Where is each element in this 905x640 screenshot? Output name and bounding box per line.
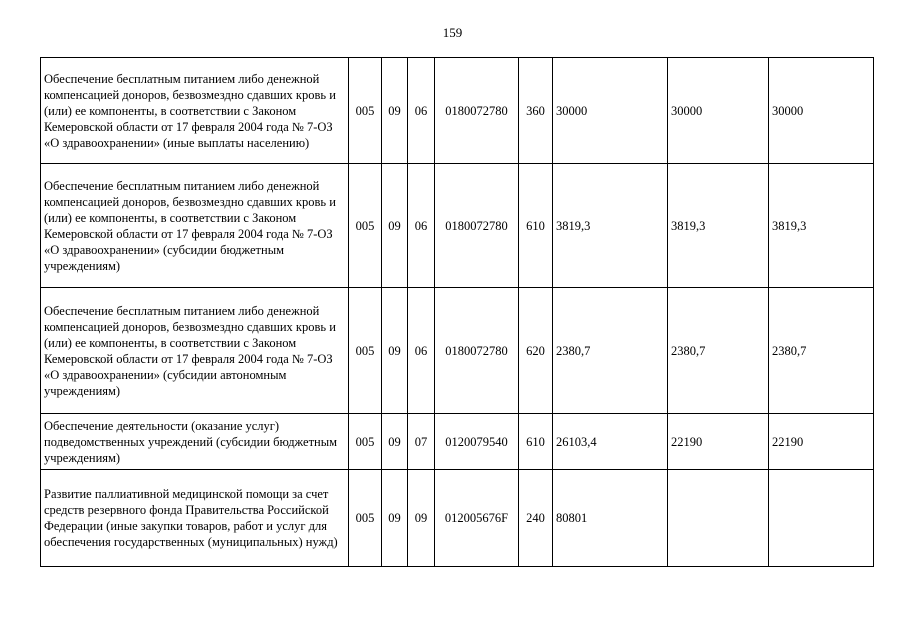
expense-type-code: 620 (519, 288, 553, 414)
row-description: Развитие паллиативной медицинской помощи за счет средств резервного фонда Правительства Российской Федерации (иные закупки товаров, работ и услуг для обеспечения государственных (муниципальных) нужд) (41, 470, 349, 567)
amount-year-2: 3819,3 (668, 164, 769, 288)
expense-type-code: 610 (519, 164, 553, 288)
section-code: 09 (382, 164, 408, 288)
amount-year-1: 80801 (553, 470, 668, 567)
section-code: 09 (382, 58, 408, 164)
amount-year-2: 22190 (668, 414, 769, 470)
subsection-code: 07 (408, 414, 435, 470)
row-description: Обеспечение бесплатным питанием либо денежной компенсацией доноров, безвозмездно сдавших кровь и (или) ее компоненты, в соответствии с Законом Кемеровской области от 17 февраля 2004 года № 7-ОЗ «О здравоохранении» (субсидии автономным учреждениям) (41, 288, 349, 414)
budget-table (40, 57, 874, 567)
amount-year-1: 2380,7 (553, 288, 668, 414)
table-row (41, 470, 874, 567)
table-row (41, 58, 874, 164)
expense-type-code: 360 (519, 58, 553, 164)
page-number: 159 (442, 25, 463, 40)
section-code: 09 (382, 414, 408, 470)
amount-year-3 (769, 470, 874, 567)
amount-year-1: 3819,3 (553, 164, 668, 288)
table-row (41, 164, 874, 288)
ministry-code: 005 (349, 414, 382, 470)
section-code: 09 (382, 288, 408, 414)
amount-year-3: 2380,7 (769, 288, 874, 414)
row-description: Обеспечение деятельности (оказание услуг) подведомственных учреждений (субсидии бюджетным учреждениям) (41, 414, 349, 470)
section-code: 09 (382, 470, 408, 567)
expense-type-code: 610 (519, 414, 553, 470)
subsection-code: 09 (408, 470, 435, 567)
subsection-code: 06 (408, 288, 435, 414)
amount-year-1: 26103,4 (553, 414, 668, 470)
target-article-code: 0180072780 (435, 164, 519, 288)
target-article-code: 012005676F (435, 470, 519, 567)
amount-year-3: 22190 (769, 414, 874, 470)
amount-year-3: 3819,3 (769, 164, 874, 288)
ministry-code: 005 (349, 470, 382, 567)
amount-year-2: 2380,7 (668, 288, 769, 414)
table-row (41, 288, 874, 414)
subsection-code: 06 (408, 58, 435, 164)
amount-year-2: 30000 (668, 58, 769, 164)
subsection-code: 06 (408, 164, 435, 288)
target-article-code: 0120079540 (435, 414, 519, 470)
row-description: Обеспечение бесплатным питанием либо денежной компенсацией доноров, безвозмездно сдавших кровь и (или) ее компоненты, в соответствии с Законом Кемеровской области от 17 февраля 2004 года № 7-ОЗ «О здравоохранении» (субсидии бюджетным учреждениям) (41, 164, 349, 288)
ministry-code: 005 (349, 164, 382, 288)
ministry-code: 005 (349, 288, 382, 414)
target-article-code: 0180072780 (435, 58, 519, 164)
row-description: Обеспечение бесплатным питанием либо денежной компенсацией доноров, безвозмездно сдавших кровь и (или) ее компоненты, в соответствии с Законом Кемеровской области от 17 февраля 2004 года № 7-ОЗ «О здравоохранении» (иные выплаты населению) (41, 58, 349, 164)
target-article-code: 0180072780 (435, 288, 519, 414)
ministry-code: 005 (349, 58, 382, 164)
table-row (41, 414, 874, 470)
expense-type-code: 240 (519, 470, 553, 567)
amount-year-1: 30000 (553, 58, 668, 164)
amount-year-3: 30000 (769, 58, 874, 164)
amount-year-2 (668, 470, 769, 567)
